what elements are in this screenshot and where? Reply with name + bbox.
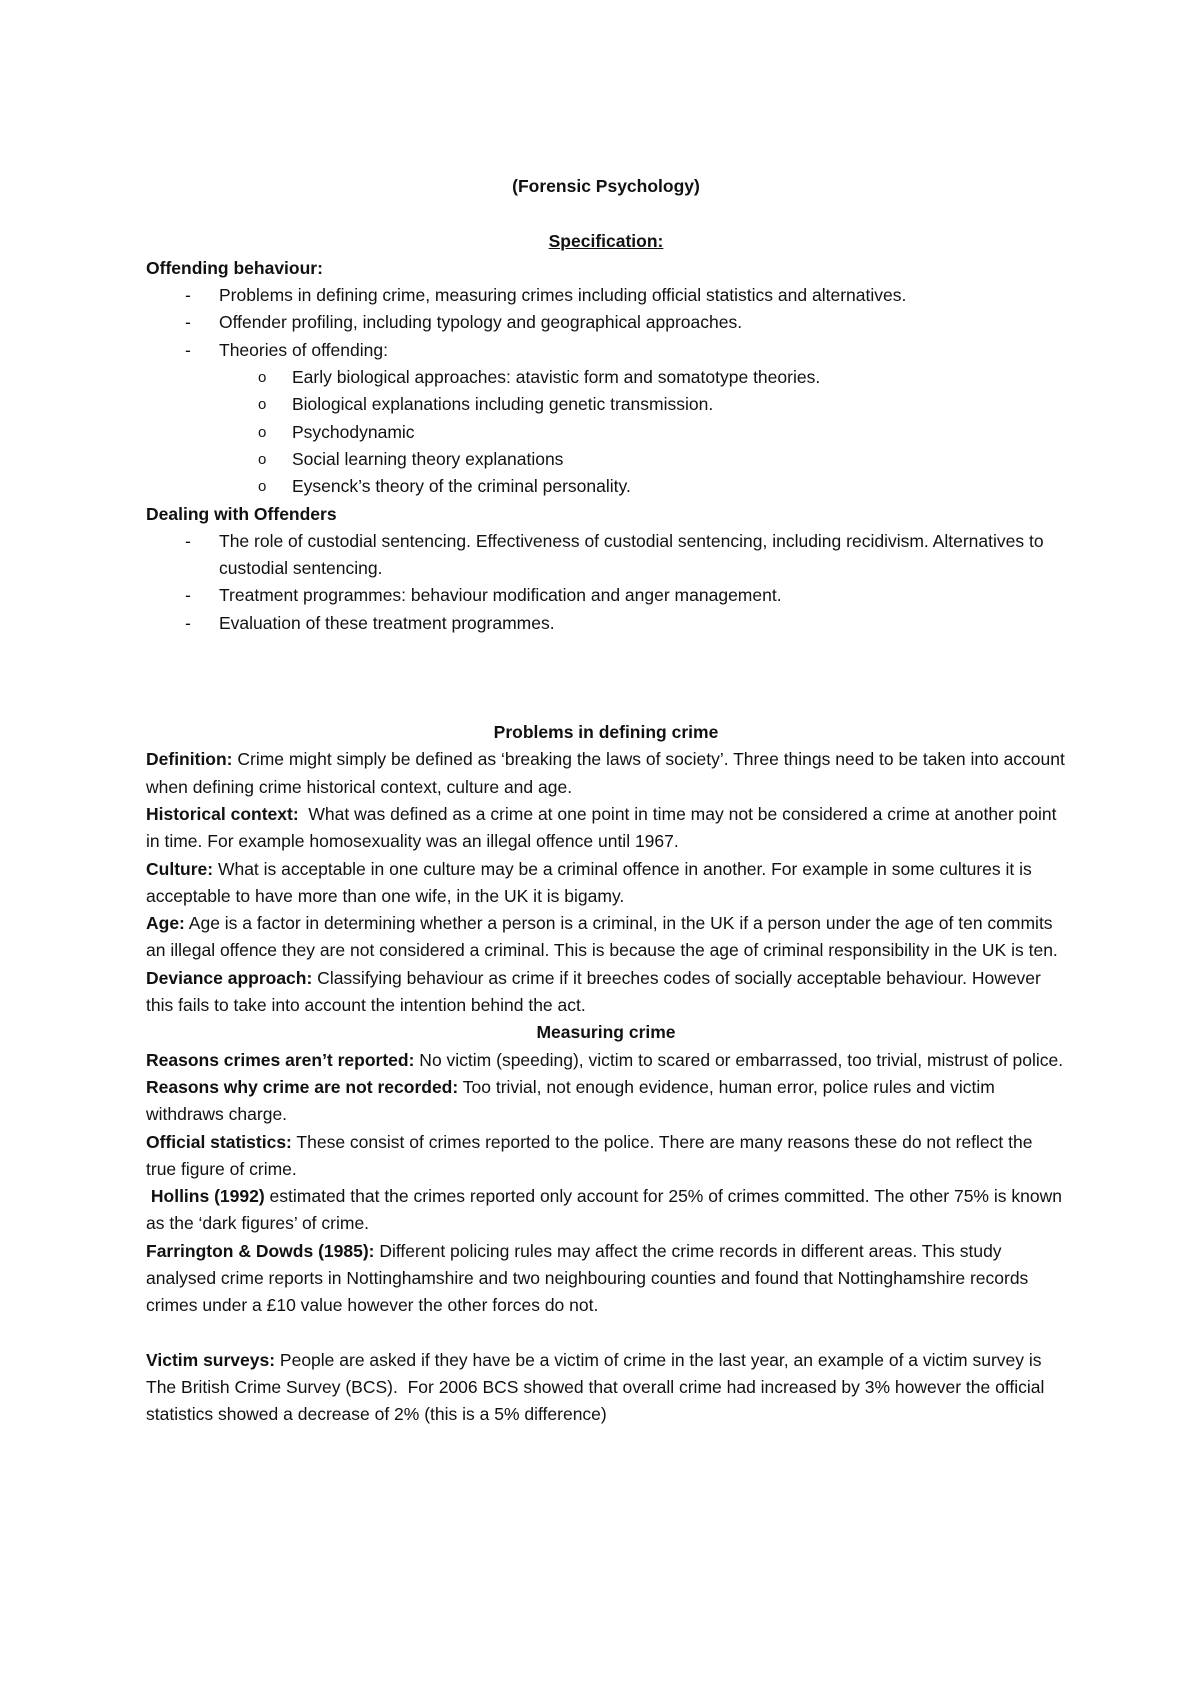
list-item: o Psychodynamic <box>146 419 1066 446</box>
dash-bullet: - <box>185 530 191 551</box>
circle-bullet: o <box>258 396 267 414</box>
paragraph-age: Age: Age is a factor in determining whether a person is a criminal, in the UK if a person under the age of ten commits an illegal offence they are not considered a criminal. This is because the age of criminal responsibility in the UK is ten. <box>146 913 1058 961</box>
circle-bullet: o <box>258 450 267 468</box>
theories-list <box>146 364 1066 500</box>
paragraph-official-statistics: Official statistics: These consist of crimes reported to the police. There are many reasons these do not reflect the true figure of crime. <box>146 1131 1033 1179</box>
paragraph-not-recorded: Reasons why crime are not recorded: Too trivial, not enough evidence, human error, police rules and victim withdraws charge. <box>146 1076 995 1125</box>
dash-bullet: - <box>185 339 191 360</box>
measuring-crime-heading: Measuring crime <box>536 1022 676 1043</box>
circle-bullet: o <box>258 369 267 387</box>
list-item: o Eysenck’s theory of the criminal personality. <box>146 473 1066 500</box>
paragraph-historical-context: Historical context: What was defined as a crime at one point in time may not be considered a crime at another point in time. For example homosexuality was an illegal offence until 1967. <box>146 803 1062 852</box>
list-item: - Problems in defining crime, measuring crimes including official statistics and alternatives. <box>146 282 1066 309</box>
list-item: o Early biological approaches: atavistic form and somatotype theories. <box>146 364 1066 391</box>
circle-bullet: o <box>258 478 267 496</box>
dealing-list <box>146 528 1066 637</box>
list-item: - Offender profiling, including typology and geographical approaches. <box>146 309 1066 336</box>
paragraph-culture: Culture: What is acceptable in one culture may be a criminal offence in another. For example in some cultures it is acceptable to have more than one wife, in the UK it is bigamy. <box>146 858 1032 906</box>
offending-behaviour-heading: Offending behaviour: <box>146 257 323 278</box>
circle-bullet: o <box>258 423 267 441</box>
paragraph-farrington-dowds: Farrington & Dowds (1985): Different policing rules may affect the crime records in different areas. This study analysed crime reports in Nottinghamshire and two neighbouring counties and found that Nottinghamshire records crimes under a £10 value however the other forces do not. <box>146 1240 1029 1316</box>
dash-bullet: - <box>185 285 191 306</box>
offending-list <box>146 282 1066 500</box>
paragraph-deviance-approach: Deviance approach: Classifying behaviour as crime if it breeches codes of socially acceptable behaviour. However this fails to take into account the intention behind the act. <box>146 967 1041 1016</box>
dash-bullet: - <box>185 612 191 633</box>
list-item: o Social learning theory explanations <box>146 446 1066 473</box>
spacer <box>146 1320 1066 1347</box>
paragraph-victim-surveys: Victim surveys: People are asked if they have be a victim of crime in the last year, an example of a victim survey is The British Crime Survey (BCS). For 2006 BCS showed that overall crime had increased by 3% however the official statistics showed a decrease of 2% (this is a 5% difference) <box>146 1349 1050 1425</box>
list-item: o Biological explanations including genetic transmission. <box>146 391 1066 418</box>
dash-bullet: - <box>185 312 191 333</box>
spacer <box>146 637 1066 719</box>
dash-bullet: - <box>185 585 191 606</box>
paragraph-definition: Definition: Crime might simply be defined as ‘breaking the laws of society’. Three things need to be taken into account when defining crime historical context, culture and age. <box>146 749 1065 797</box>
dealing-with-offenders-heading: Dealing with Offenders <box>146 503 337 524</box>
paragraph-hollins: Hollins (1992) estimated that the crimes reported only account for 25% of crimes committed. The other 75% is known as the ‘dark figures’ of crime. <box>146 1186 1067 1234</box>
document-title: (Forensic Psychology) <box>512 176 700 196</box>
list-item: - Treatment programmes: behaviour modification and anger management. <box>146 582 1066 609</box>
specification-heading: Specification: <box>548 230 664 251</box>
paragraph-not-reported: Reasons crimes aren’t reported: No victim (speeding), victim to scared or embarrassed, too trivial, mistrust of police. <box>146 1049 1064 1070</box>
list-item: - Evaluation of these treatment programmes. <box>146 610 1066 637</box>
defining-crime-heading: Problems in defining crime <box>493 722 719 743</box>
list-item: - Theories of offending: o Early biological approaches: atavistic form and somatotype theories. o Biological explanations including genetic transmission. o Psychodynamic o Social learning theory explanations o Eysenck’s theory of the criminal personality. <box>146 337 1066 501</box>
list-item: - The role of custodial sentencing. Effectiveness of custodial sentencing, including recidivism. Alternatives to custodial sentencing. <box>146 528 1066 583</box>
document-page <box>146 173 1066 1429</box>
spacer <box>146 200 1066 227</box>
